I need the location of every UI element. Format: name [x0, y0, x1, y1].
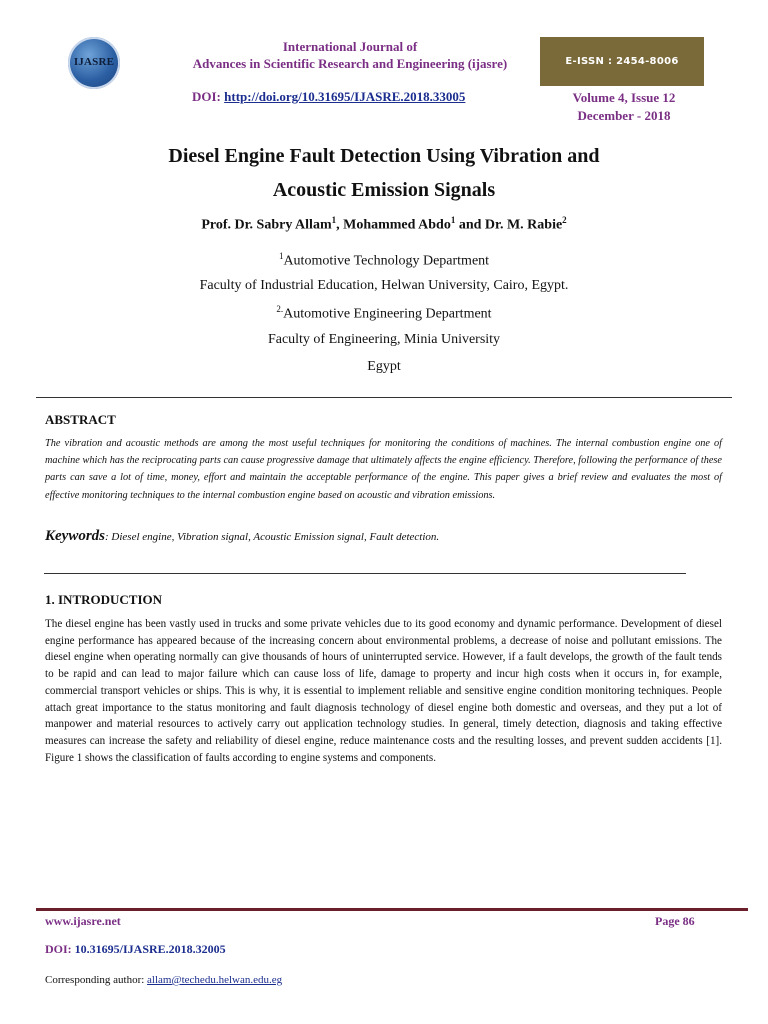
affiliation-4: Faculty of Engineering, Minia University [267, 332, 501, 347]
corr-label: Corresponding author: [45, 974, 148, 986]
page-number: Page 86 [655, 914, 695, 928]
paper-title-line1: Diesel Engine Fault Detection Using Vibration and [168, 145, 600, 167]
affiliation-3 [0, 304, 768, 323]
footer-doi-label: DOI: [45, 942, 72, 956]
affiliation-2: Faculty of Industrial Education, Helwan University, Cairo, Egypt. [199, 278, 569, 293]
author-3: and Dr. M. Rabie [455, 217, 563, 233]
author-2-affil: 1 [450, 215, 456, 225]
journal-logo [68, 37, 120, 89]
affiliation-1-marker: 1 [278, 251, 284, 261]
doi-label: DOI: [192, 89, 221, 104]
corresponding-author [45, 974, 282, 986]
footer-website-link[interactable]: www.ijasre.net [45, 914, 121, 928]
affiliation-3-marker: 2. [276, 304, 284, 314]
header-doi [192, 89, 465, 105]
issn-badge [540, 37, 704, 86]
paper-title-line2: Acoustic Emission Signals [272, 179, 496, 201]
author-1: Prof. Dr. Sabry Allam [201, 217, 332, 233]
author-1-affil: 1 [331, 215, 337, 225]
author-3-affil: 2 [562, 215, 567, 225]
footer-doi [45, 942, 226, 957]
footer-doi-value[interactable]: 10.31695/IJASRE.2018.32005 [74, 942, 226, 956]
issn-text: E-ISSN : 2454-8006 [565, 56, 679, 67]
keywords-text: : Diesel engine, Vibration signal, Acoustic Emission signal, Fault detection. [105, 531, 440, 543]
author-2: , Mohammed Abdo [336, 217, 451, 233]
keywords [45, 528, 439, 545]
introduction-heading: 1. INTRODUCTION [45, 592, 163, 607]
affiliation-1-text: Automotive Technology Department [283, 253, 490, 269]
abstract-heading: ABSTRACT [45, 412, 116, 427]
introduction-body: The diesel engine has been vastly used in trucks and some private vehicles due to its good economy and dynamic performance. Development of diesel engine performance has appeared because of the increasing concern about environmental problems, a decrease of noise and pollutant emissions. The diesel engine when operating normally can give thousands of hours of uninterrupted service. However, if a fault develops, the growth of the fault tends to be rapid and can lead to major failure which can cause loss of life, damage to property and incur high costs when it occurs in, for example, commercial transport vehicles or ships. This is why, it is essential to implement reliable and sensitive engine condition monitoring techniques. People attach great importance to the status monitoring and fault diagnosis technology of diesel engine both domestic and overseas, and they put a lot of manpower and material resources to actively carry out application technology studies. In general, timely detection, diagnosis and taking effective measures can increase the safety and reliability of diesel engine, reduce maintenance costs and the resulting losses, and prevent sudden accidents [1]. Figure 1 shows the classification of faults according to engine systems and components. [45, 618, 722, 764]
logo-text: IJASRE [73, 56, 115, 68]
divider-bottom [44, 573, 686, 574]
divider-top [36, 397, 732, 398]
affiliation-1 [0, 251, 768, 270]
affiliation-5: Egypt [367, 359, 401, 374]
footer-rule [36, 908, 748, 911]
author-list [0, 215, 768, 234]
journal-title-line2: Advances in Scientific Research and Engineering (ijasre) [192, 56, 508, 71]
issue-date: December - 2018 [577, 108, 671, 123]
affiliation-3-text: Automotive Engineering Department [283, 306, 492, 322]
keywords-label: Keywords [45, 528, 105, 544]
journal-title-line1: International Journal of [282, 39, 418, 54]
doi-link[interactable]: http://doi.org/10.31695/IJASRE.2018.33005 [224, 89, 466, 104]
corr-email-link[interactable]: allam@techedu.helwan.edu.eg [147, 974, 283, 986]
abstract-body: The vibration and acoustic methods are among the most useful techniques for monitoring the conditions of machines. The internal combustion engine one of machine which has the reciprocating parts can cause progressive damage that ultimately affects the engine efficiency. Therefore, following the performance of these parts can save a lot of time, money, effort and maintain the acceptable performance of the engine. This paper gives a brief review and evaluates the most of effective monitoring techniques to the internal combustion engine based on acoustic and vibration emissions. [45, 438, 722, 501]
volume-issue: Volume 4, Issue 12 [572, 90, 676, 105]
